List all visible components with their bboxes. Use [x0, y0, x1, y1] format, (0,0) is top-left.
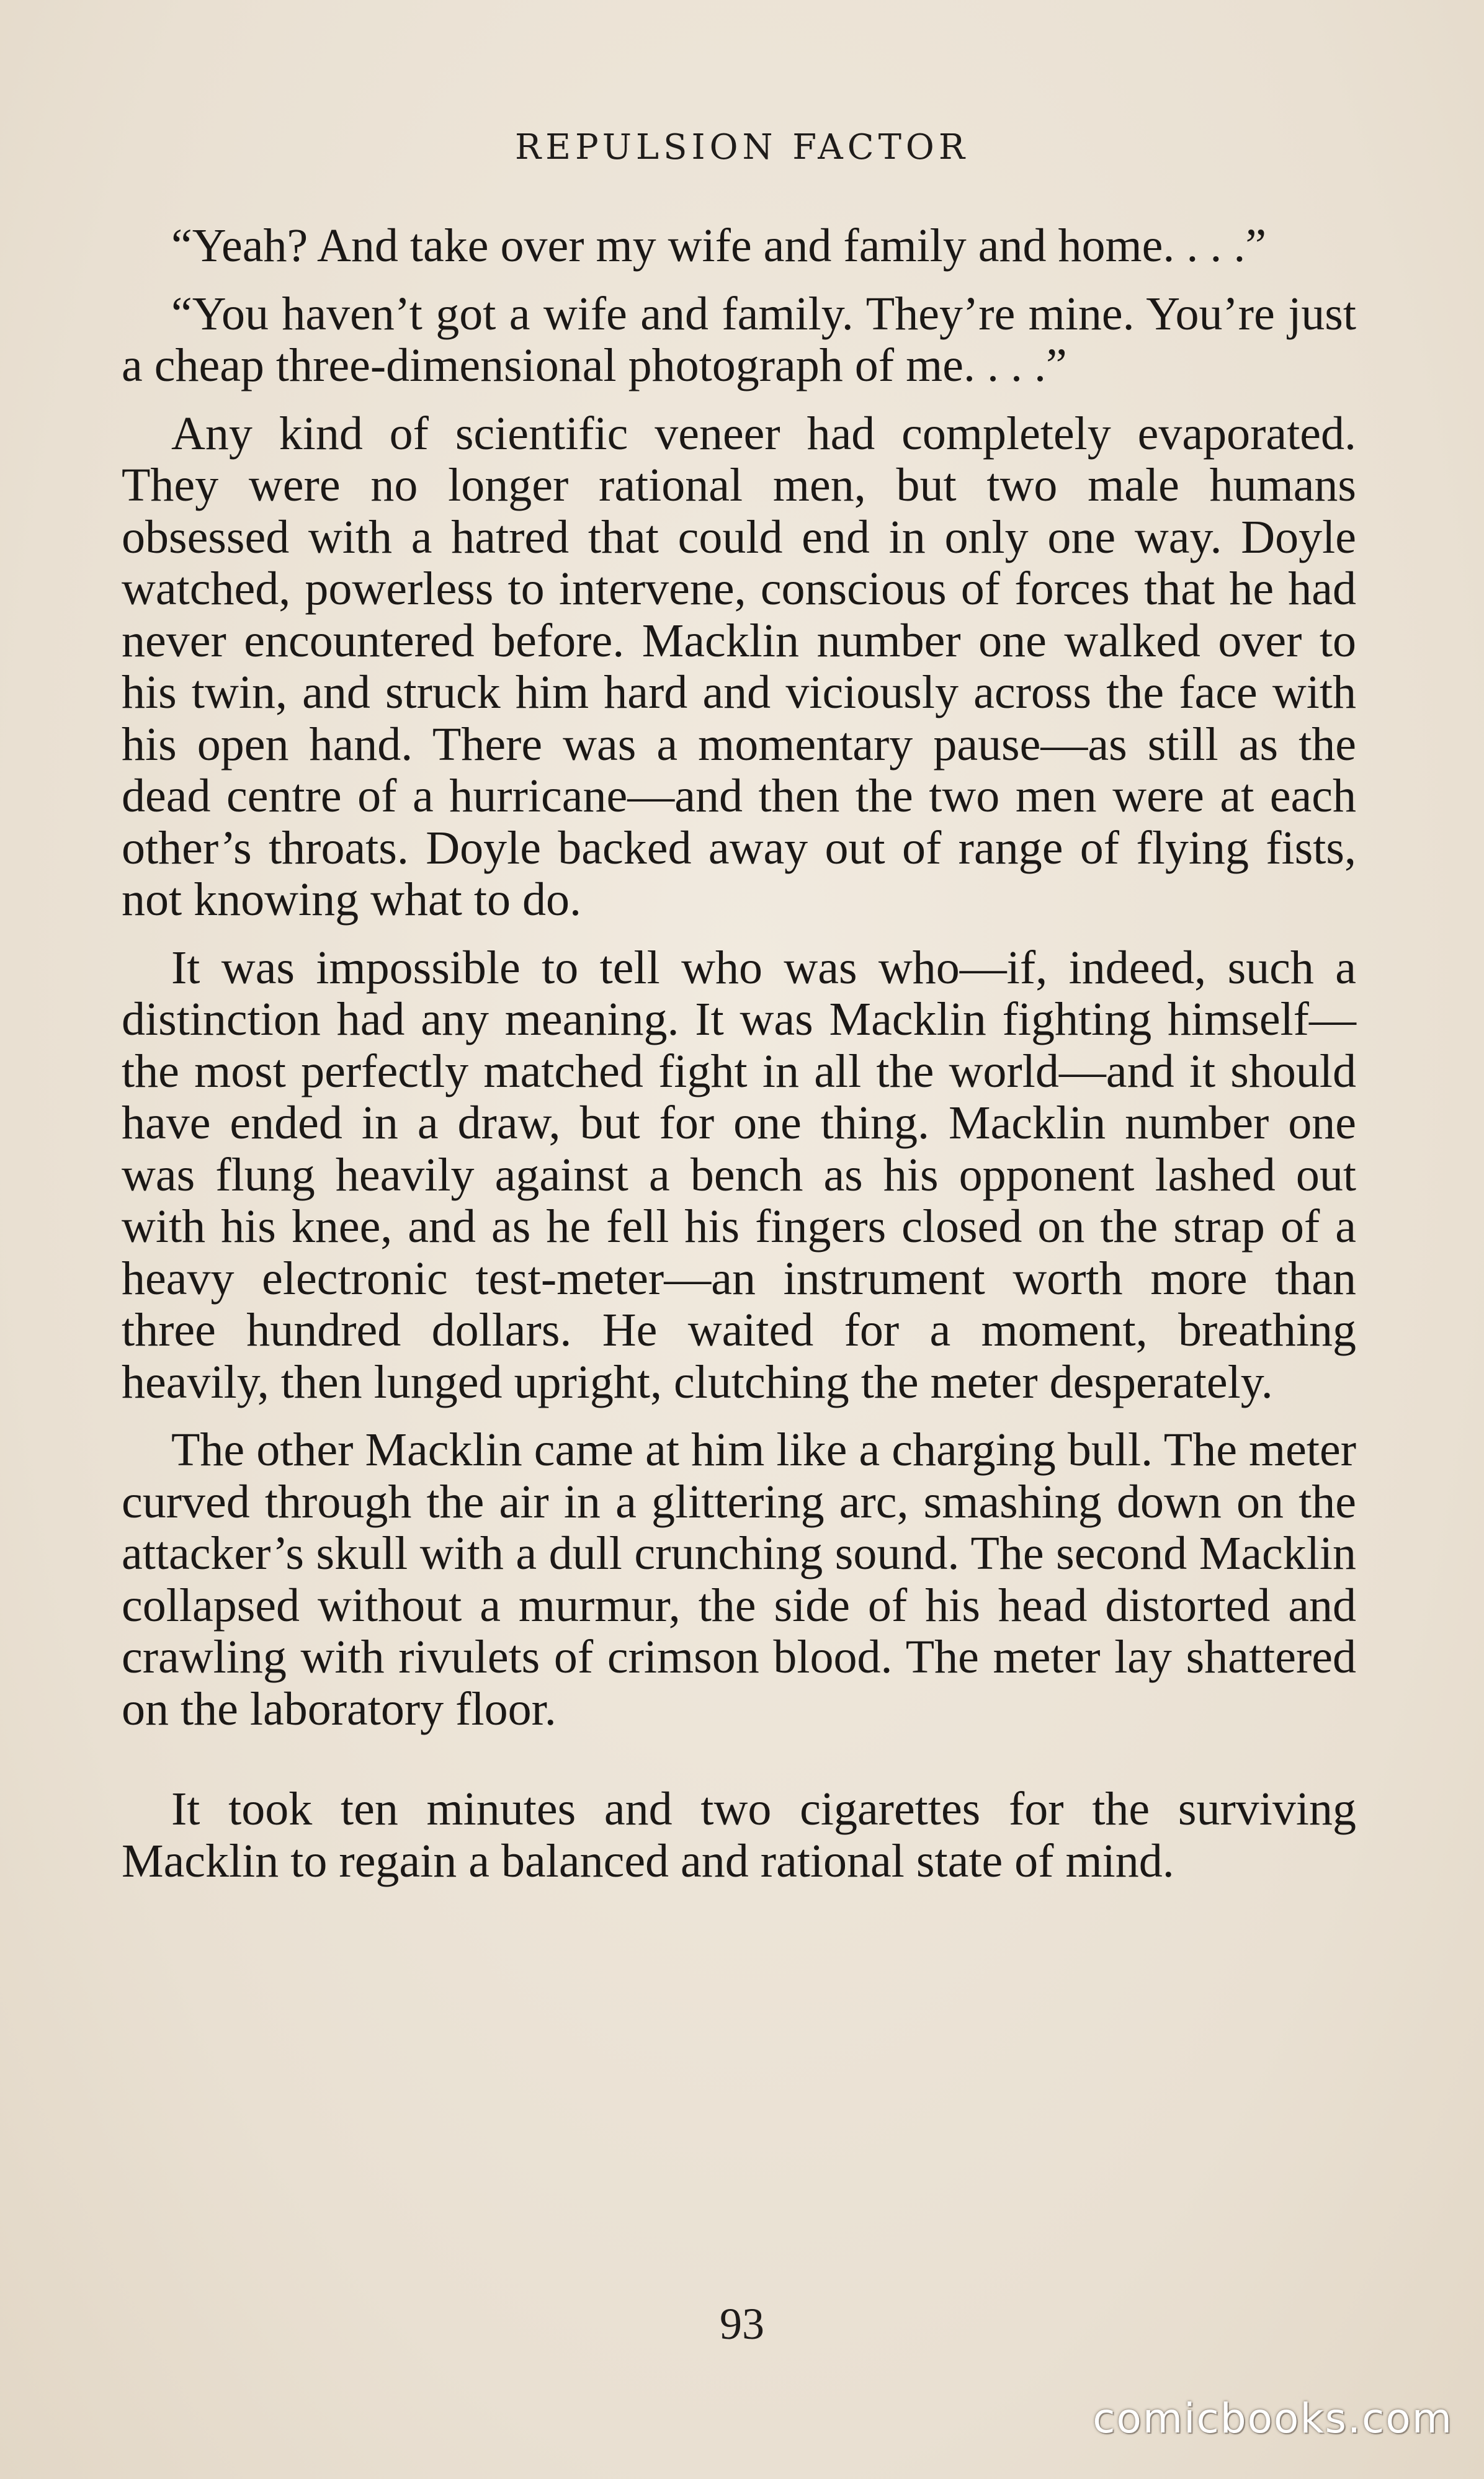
- paragraph-3: Any kind of scientific veneer had completely evaporated. They were no longer rational men, but two male humans obsessed with a hatred that could end in only one way. Doyle watched, powerless to intervene, conscious of forces that he had never encountered before. Macklin number one walked over to his twin, and struck him hard and viciously across the face with his open hand. There was a momentary pause—as still as the dead centre of a hurricane—and then the two men were at each other’s throats. Doyle backed away out of range of flying fists, not knowing what to do.: [122, 407, 1356, 926]
- paragraph-4: It was impossible to tell who was who—if, indeed, such a distinction had any meaning. It was Macklin fighting himself—the most perfectly matched fight in all the world—and it should have ended in a draw, but for one thing. Macklin number one was flung heavily against a bench as his opponent lashed out with his knee, and as he fell his fingers closed on the strap of a heavy electronic test-meter—an instrument worth more than three hundred dollars. He waited for a moment, breathing heavily, then lunged upright, clutching the meter desperately.: [122, 941, 1356, 1408]
- paragraph-6: It took ten minutes and two cigarettes for the surviving Macklin to regain a balanced and rational state of mind.: [122, 1783, 1356, 1887]
- paragraph-1: “Yeah? And take over my wife and family and home. . . .”: [171, 220, 1267, 272]
- paragraph-2: “You haven’t got a wife and family. They’re mine. You’re just a cheap three-dimensional photograph of me. . . .”: [122, 287, 1356, 391]
- page-number: 93: [720, 2299, 764, 2349]
- running-head: REPULSION FACTOR: [514, 127, 970, 168]
- paragraph-5: The other Macklin came at him like a charging bull. The meter curved through the air in a glittering arc, smashing down on the attacker’s skull with a dull crunching sound. The second Macklin collapsed without a murmur, the side of his head distorted and crawling with rivulets of crimson blood. The meter lay shattered on the laboratory floor.: [122, 1424, 1356, 1735]
- watermark-text: comicbooks.com: [1093, 2395, 1453, 2442]
- body-text: [122, 220, 1356, 1903]
